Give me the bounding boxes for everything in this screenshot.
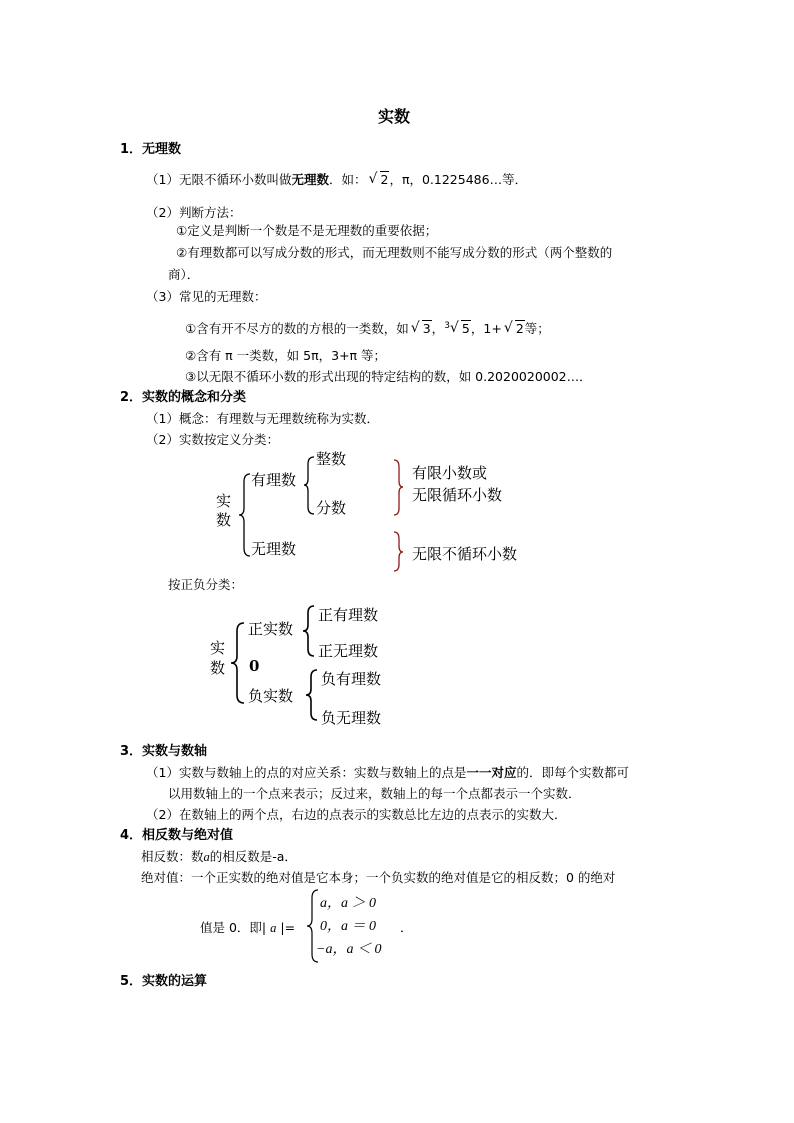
section-1-heading: 1．无理数 <box>120 142 182 157</box>
d2-zero: 0 <box>249 657 260 675</box>
d1-brace-root <box>238 470 252 560</box>
s1-l1-bold: 无理数 <box>291 172 329 187</box>
s4-line-2: 绝对值：一个正实数的绝对值是它本身；一个负实数的绝对值是它的相反数；0 的绝对 <box>141 870 616 885</box>
s1-line-3: ①定义是判断一个数是不是无理数的重要依据； <box>176 223 438 238</box>
s2-line-1: （1）概念：有理数与无理数统称为实数． <box>146 411 379 426</box>
s1-l1-post: ，π，0.1225486…等． <box>389 172 528 187</box>
s3-line-2: 以用数轴上的一个点来表示；反过来，数轴上的每一个点都表示一个实数． <box>168 786 581 801</box>
page-title: 实数 <box>378 107 411 126</box>
abs-case-2: 0，a ＝ 0 <box>320 919 376 934</box>
s1-l1-pre: （1）无限不循环小数叫做 <box>146 172 292 187</box>
d1-irrational: 无理数 <box>251 540 297 558</box>
d2-root-2: 数 <box>210 659 226 677</box>
d1-brace-desc2 <box>392 530 404 574</box>
d1-desc2: 无限不循环小数 <box>412 545 518 563</box>
section-3-heading: 3．实数与数轴 <box>120 744 208 759</box>
s2-line-3: 按正负分类： <box>168 577 244 592</box>
s2-line-2: （2）实数按定义分类： <box>146 432 279 447</box>
s1-line-5: 商）． <box>168 267 200 282</box>
d1-brace-rational <box>303 455 315 517</box>
abs-case-1: a，a ＞ 0 <box>320 896 376 911</box>
cbrt-5: √ 5 <box>450 321 471 337</box>
s1-line-8: ②含有 π 一类数，如 5π，3+π 等； <box>185 348 387 363</box>
d2-pos-rational: 正有理数 <box>318 606 379 624</box>
d2-pos-irrational: 正无理数 <box>318 642 379 660</box>
s1-line-1 <box>146 172 527 188</box>
d2-neg-rational: 负有理数 <box>321 670 382 688</box>
sqrt-3: √ 3 <box>411 321 432 337</box>
d2-pos: 正实数 <box>248 620 294 638</box>
s1-line-9: ③以无限不循环小数的形式出现的特定结构的数，如 0.2020020002…． <box>185 369 592 384</box>
sqrt-2: √ 2 <box>369 172 390 188</box>
d2-brace-pos <box>302 604 316 660</box>
s1-line-6: （3）常见的无理数： <box>146 289 267 304</box>
d1-root-2: 数 <box>216 511 232 529</box>
d1-root-1: 实 <box>216 492 232 510</box>
d1-integer: 整数 <box>316 450 347 468</box>
d1-desc1a: 有限小数或 <box>412 464 488 482</box>
s1-line-2: （2）判断方法： <box>146 205 242 220</box>
d2-brace-root <box>230 620 246 706</box>
d1-fraction: 分数 <box>316 499 347 517</box>
d2-neg: 负实数 <box>248 687 294 705</box>
s3-line-3: （2）在数轴上的两个点，右边的点表示的实数总比左边的点表示的实数大． <box>146 807 567 822</box>
d1-desc1b: 无限循环小数 <box>412 486 503 504</box>
d2-neg-irrational: 负无理数 <box>321 709 382 727</box>
s4-line-1: 相反数：数a的相反数是-a． <box>141 849 297 864</box>
section-5-heading: 5．实数的运算 <box>120 974 208 989</box>
s1-l1-mid: ．如： <box>328 172 367 187</box>
d1-brace-desc1 <box>392 458 404 518</box>
cube-root-index: 3 <box>444 321 450 331</box>
abs-case-3: −a，a ＜ 0 <box>316 942 382 957</box>
sqrt-2b: √ 2 <box>504 321 525 337</box>
s1-line-4: ②有理数都可以写成分数的形式，而无理数则不能写成分数的形式（两个整数的 <box>176 245 613 260</box>
section-2-heading: 2．实数的概念和分类 <box>120 390 247 405</box>
d2-root-1: 实 <box>210 639 226 657</box>
s4-line-3: 值是 0．即| a |= <box>200 920 296 935</box>
s1-line-7: ①含有开不尽方的数的方根的一类数，如√ 3，$^3$√ 5，1+√ 2等； <box>185 318 550 337</box>
abs-end: ． <box>400 920 413 935</box>
section-4-heading: 4．相反数与绝对值 <box>120 828 234 843</box>
d1-rational: 有理数 <box>251 471 297 489</box>
d2-brace-neg <box>305 668 319 724</box>
s3-line-1: （1）实数与数轴上的点的对应关系：实数与数轴上的点是一一对应的．即每个实数都可 <box>146 765 629 780</box>
s3-bold: 一一对应 <box>466 765 517 780</box>
